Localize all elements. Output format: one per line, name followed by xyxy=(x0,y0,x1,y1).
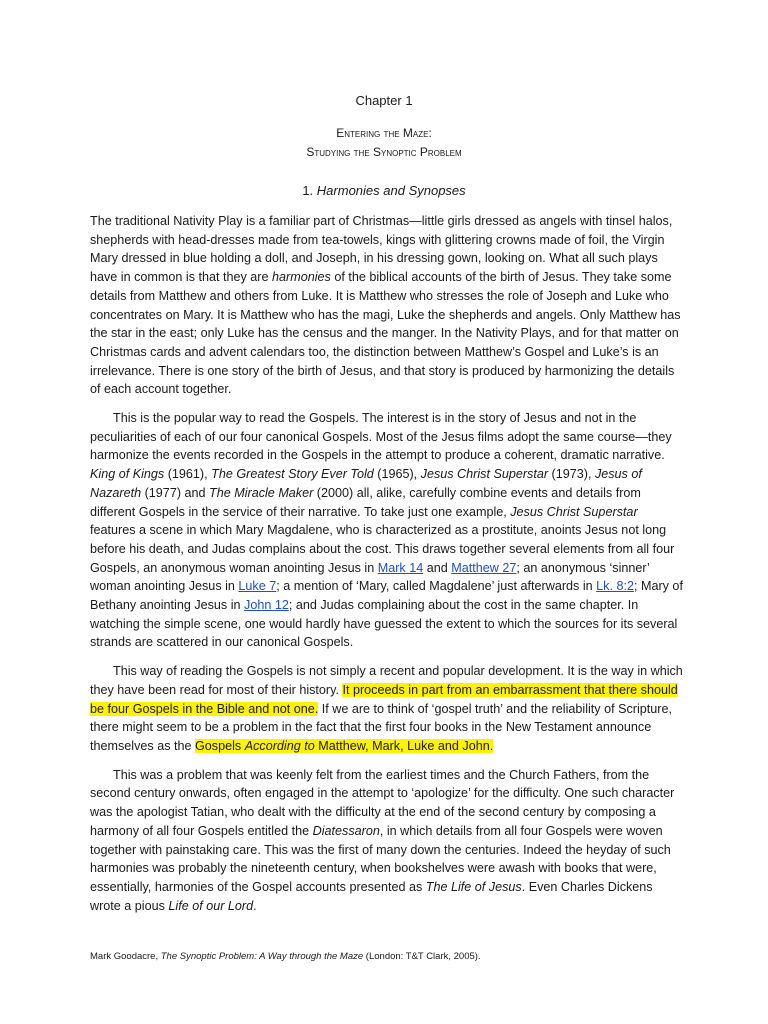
footer-publication: (London: T&T Clark, 2005). xyxy=(363,951,481,962)
text-run: ; Mary of Bethany anointing Jesus in xyxy=(90,579,683,613)
paragraph-3 xyxy=(90,662,684,756)
chapter-heading: Chapter 1 xyxy=(355,93,413,108)
link-matthew-27[interactable]: Matthew 27 xyxy=(451,560,517,575)
footer-book-title: The Synoptic Problem: A Way through the Maze xyxy=(160,951,364,962)
text-run: (2000) all, alike, carefully combine events and details from different Gospels in the service of their narrative. To take just one example, xyxy=(90,485,641,519)
film-title: Jesus Christ Superstar xyxy=(510,504,638,519)
highlighted-text: Gospels xyxy=(195,738,245,753)
text-run: ; an anonymous ‘sinner’ woman anointing Jesus in xyxy=(90,560,650,594)
emphasis: The Life of Jesus xyxy=(425,879,522,894)
link-luke-7[interactable]: Luke 7 xyxy=(238,579,277,594)
film-title: Jesus Christ Superstar xyxy=(420,467,549,482)
text-run: . Even Charles Dickens wrote a pious xyxy=(90,879,653,913)
section-heading xyxy=(0,183,768,198)
link-john-12[interactable]: John 12 xyxy=(244,598,289,613)
paragraph-1 xyxy=(90,212,684,399)
footer-citation xyxy=(90,951,710,962)
highlighted-text: Matthew, Mark, Luke and John. xyxy=(314,738,494,753)
film-title: King of Kings xyxy=(90,467,165,482)
text-run: ; a mention of ‘Mary, called Magdalene’ just afterwards in xyxy=(276,579,597,594)
text-run: If we are to think of ‘gospel truth’ and the reliability of Scripture, there might seem to be a problem in the fact that the first four books in the New Testament announce themselves as the xyxy=(90,701,672,753)
emphasis: harmonies xyxy=(272,270,331,285)
highlighted-emphasis: According to xyxy=(244,738,315,753)
link-luke-8-2[interactable]: Lk. 8:2 xyxy=(596,579,634,594)
film-title: The Miracle Maker xyxy=(209,485,314,500)
film-title: Jesus of Nazareth xyxy=(90,467,642,500)
text-run: ; and Judas complaining about the cost in the same chapter. In watching the simple scene, one would hardly have guessed the extent to which the sources for its several strands are scattered in our canonical Gospels. xyxy=(90,598,678,650)
film-title: The Greatest Story Ever Told xyxy=(211,467,374,482)
text-run: and xyxy=(423,560,452,575)
text-run: This was a problem that was keenly felt from the earliest times and the Church Fathers, from the second century onwards, often engaged in the attempt to ‘apologize’ for the difficulty. One such character was the apologist Tatian, who dealt with the difficulty at the end of the second century by composing a harmony of all four Gospels entitled the xyxy=(90,767,675,838)
text-run: This is the popular way to read the Gospels. The interest is in the story of Jesus and not in the peculiarities of each of our four canonical Gospels. Most of the Jesus films adopt the same course—they harmonize the events recorded in the Gospels in the attempt to produce a coherent, dramatic narrative. xyxy=(90,411,672,463)
text-run: The traditional Nativity Play is a familiar part of Christmas—little girls dressed as angels with tinsel halos, shepherds with head-dresses made from tea-towels, kings with glittering crowns made of foil, the Virgin Mary dressed in blue holding a doll, and Joseph, in his dressing gown, looking on. What all such plays have in common is that they are xyxy=(90,214,673,285)
text-run: . xyxy=(253,898,257,913)
text-run: (1965), xyxy=(373,467,421,482)
chapter-title-line-1: Entering the Maze: xyxy=(336,126,432,140)
text-run: features a scene in which Mary Magdalene, who is characterized as a prostitute, anoints Jesus not long before his death, and Judas complains about the cost. This draws together several elements from all four Gospels, an anonymous woman anointing Jesus in xyxy=(90,523,675,575)
chapter-title-line-2: Studying the Synoptic Problem xyxy=(306,145,462,159)
section-number: 1. xyxy=(302,183,317,198)
text-run: (1977) and xyxy=(141,485,210,500)
text-run: (1973), xyxy=(548,467,595,482)
text-run: , in which details from all four Gospels were woven together with painstaking care. This was the first of many down the centuries. Indeed the heyday of such harmonies was probably the nineteenth century, when bookshelves were awash with books that were, essentially, harmonies of the Gospel accounts presented as xyxy=(90,823,671,894)
paragraph-4 xyxy=(90,766,684,916)
emphasis: Diatessaron xyxy=(312,823,380,838)
section-title: Harmonies and Synopses xyxy=(316,183,466,198)
text-run: of the biblical accounts of the birth of Jesus. They take some details from Matthew and others from Luke. It is Matthew who stresses the role of Joseph and Luke who concentrates on Mary. It is Matthew who has the magi, Luke the shepherds and angels. Only Matthew has the star in the east; only Luke has the census and the manger. In the Nativity Plays, and for that matter on Christmas cards and advent calendars too, the distinction between Matthew’s Gospel and Luke’s is an irrelevance. There is one story of the birth of Jesus, and that story is produced by harmonizing the details of each account together. xyxy=(90,270,681,397)
paragraph-2 xyxy=(90,409,684,652)
highlighted-text: It proceeds in part from an embarrassment that there should be four Gospels in the Bible and not one. xyxy=(90,682,678,716)
link-mark-14[interactable]: Mark 14 xyxy=(377,560,424,575)
chapter-title xyxy=(0,124,768,162)
text-run: (1961), xyxy=(164,467,212,482)
text-run: This way of reading the Gospels is not simply a recent and popular development. It is the way in which they have been read for most of their history. xyxy=(90,664,683,697)
footer-author: Mark Goodacre, xyxy=(90,951,161,962)
emphasis: Life of our Lord xyxy=(168,898,254,913)
body-text xyxy=(90,212,684,925)
